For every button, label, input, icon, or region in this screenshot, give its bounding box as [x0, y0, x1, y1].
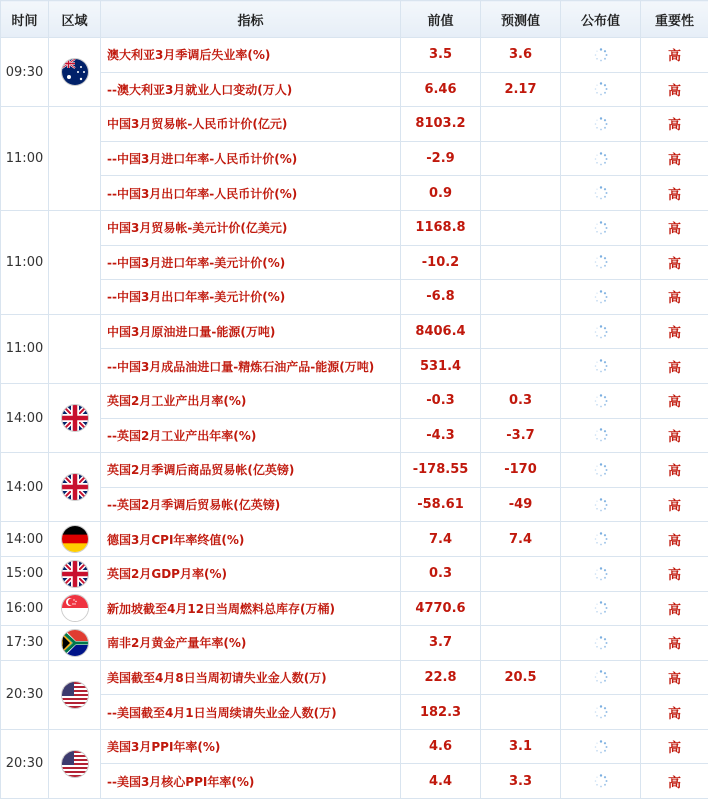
loading-spinner-icon [594, 220, 608, 235]
event-region [49, 453, 101, 522]
indicator-link[interactable]: --英国2月季调后贸易帐(亿英镑) [101, 487, 401, 522]
table-row [1, 660, 708, 695]
header-previous: 前值 [401, 1, 481, 38]
indicator-link[interactable]: --中国3月进口年率-美元计价(%) [101, 245, 401, 280]
table-row [1, 591, 708, 626]
indicator-link[interactable]: 中国3月贸易帐-人民币计价(亿元) [101, 107, 401, 142]
table-row [1, 418, 708, 453]
indicator-link[interactable]: --美国3月核心PPI年率(%) [101, 764, 401, 799]
event-time: 11:00 [1, 107, 49, 211]
header-importance: 重要性 [641, 1, 708, 38]
event-time: 17:30 [1, 626, 49, 661]
actual-value [561, 280, 641, 315]
indicator-link[interactable]: 美国3月PPI年率(%) [101, 729, 401, 764]
table-row [1, 210, 708, 245]
importance-value: 高 [641, 349, 708, 384]
loading-spinner-icon [594, 186, 608, 201]
event-region [49, 729, 101, 798]
south-africa-flag-icon [61, 629, 89, 657]
forecast-value [481, 556, 561, 591]
event-time: 09:30 [1, 38, 49, 107]
event-region [49, 522, 101, 557]
forecast-value: 7.4 [481, 522, 561, 557]
uk-flag-icon [61, 473, 89, 501]
loading-spinner-icon [594, 566, 608, 581]
previous-value: 531.4 [401, 349, 481, 384]
loading-spinner-icon [594, 47, 608, 62]
table-row [1, 107, 708, 142]
usa-flag-icon [61, 750, 89, 778]
event-region [49, 38, 101, 107]
importance-value: 高 [641, 487, 708, 522]
actual-value [561, 695, 641, 730]
table-row [1, 453, 708, 488]
event-region [49, 556, 101, 591]
event-time: 14:00 [1, 522, 49, 557]
importance-value: 高 [641, 72, 708, 107]
previous-value: -58.61 [401, 487, 481, 522]
previous-value: 4770.6 [401, 591, 481, 626]
indicator-link[interactable]: 南非2月黄金产量年率(%) [101, 626, 401, 661]
previous-value: -4.3 [401, 418, 481, 453]
loading-spinner-icon [594, 774, 608, 789]
forecast-value: 3.1 [481, 729, 561, 764]
loading-spinner-icon [594, 151, 608, 166]
event-time: 20:30 [1, 729, 49, 798]
previous-value: 4.4 [401, 764, 481, 799]
indicator-link[interactable]: 美国截至4月8日当周初请失业金人数(万) [101, 660, 401, 695]
actual-value [561, 556, 641, 591]
header-forecast: 预测值 [481, 1, 561, 38]
indicator-link[interactable]: --英国2月工业产出年率(%) [101, 418, 401, 453]
actual-value [561, 38, 641, 73]
loading-spinner-icon [594, 670, 608, 685]
loading-spinner-icon [594, 462, 608, 477]
forecast-value [481, 176, 561, 211]
importance-value: 高 [641, 453, 708, 488]
importance-value: 高 [641, 626, 708, 661]
importance-value: 高 [641, 383, 708, 418]
actual-value [561, 141, 641, 176]
actual-value [561, 764, 641, 799]
loading-spinner-icon [594, 601, 608, 616]
table-row [1, 141, 708, 176]
indicator-link[interactable]: 英国2月工业产出月率(%) [101, 383, 401, 418]
importance-value: 高 [641, 591, 708, 626]
importance-value: 高 [641, 556, 708, 591]
importance-value: 高 [641, 176, 708, 211]
actual-value [561, 418, 641, 453]
importance-value: 高 [641, 660, 708, 695]
forecast-value: 3.6 [481, 38, 561, 73]
indicator-link[interactable]: 英国2月季调后商品贸易帐(亿英镑) [101, 453, 401, 488]
indicator-link[interactable]: 中国3月原油进口量-能源(万吨) [101, 314, 401, 349]
indicator-link[interactable]: --中国3月出口年率-人民币计价(%) [101, 176, 401, 211]
indicator-link[interactable]: 澳大利亚3月季调后失业率(%) [101, 38, 401, 73]
forecast-value: 20.5 [481, 660, 561, 695]
importance-value: 高 [641, 107, 708, 142]
actual-value [561, 453, 641, 488]
table-row [1, 72, 708, 107]
forecast-value [481, 695, 561, 730]
loading-spinner-icon [594, 635, 608, 650]
loading-spinner-icon [594, 359, 608, 374]
loading-spinner-icon [594, 532, 608, 547]
previous-value: 6.46 [401, 72, 481, 107]
loading-spinner-icon [594, 82, 608, 97]
forecast-value [481, 210, 561, 245]
indicator-link[interactable]: --中国3月出口年率-美元计价(%) [101, 280, 401, 315]
importance-value: 高 [641, 245, 708, 280]
previous-value: -2.9 [401, 141, 481, 176]
actual-value [561, 383, 641, 418]
actual-value [561, 107, 641, 142]
loading-spinner-icon [594, 116, 608, 131]
importance-value: 高 [641, 280, 708, 315]
forecast-value [481, 626, 561, 661]
header-indicator: 指标 [101, 1, 401, 38]
table-body [1, 38, 708, 799]
table-row [1, 383, 708, 418]
germany-flag-icon [61, 525, 89, 553]
loading-spinner-icon [594, 428, 608, 443]
previous-value: 0.3 [401, 556, 481, 591]
loading-spinner-icon [594, 289, 608, 304]
singapore-flag-icon [61, 594, 89, 622]
table-header-row [1, 1, 708, 38]
importance-value: 高 [641, 522, 708, 557]
previous-value: 22.8 [401, 660, 481, 695]
previous-value: 182.3 [401, 695, 481, 730]
previous-value: 0.9 [401, 176, 481, 211]
importance-value: 高 [641, 314, 708, 349]
previous-value: 8406.4 [401, 314, 481, 349]
forecast-value: 0.3 [481, 383, 561, 418]
importance-value: 高 [641, 764, 708, 799]
actual-value [561, 349, 641, 384]
event-region [49, 591, 101, 626]
header-region: 区域 [49, 1, 101, 38]
header-time: 时间 [1, 1, 49, 38]
australia-flag-icon [61, 58, 89, 86]
loading-spinner-icon [594, 497, 608, 512]
indicator-link[interactable]: 中国3月贸易帐-美元计价(亿美元) [101, 210, 401, 245]
table-row [1, 349, 708, 384]
event-time: 14:00 [1, 383, 49, 452]
event-time: 16:00 [1, 591, 49, 626]
previous-value: 3.7 [401, 626, 481, 661]
previous-value: -0.3 [401, 383, 481, 418]
actual-value [561, 314, 641, 349]
actual-value [561, 660, 641, 695]
actual-value [561, 522, 641, 557]
importance-value: 高 [641, 418, 708, 453]
event-region [49, 383, 101, 452]
indicator-link[interactable]: --澳大利亚3月就业人口变动(万人) [101, 72, 401, 107]
indicator-link[interactable]: --美国截至4月1日当周续请失业金人数(万) [101, 695, 401, 730]
event-region [49, 314, 101, 383]
usa-flag-icon [61, 681, 89, 709]
previous-value: 3.5 [401, 38, 481, 73]
previous-value: -6.8 [401, 280, 481, 315]
loading-spinner-icon [594, 324, 608, 339]
actual-value [561, 487, 641, 522]
previous-value: 8103.2 [401, 107, 481, 142]
forecast-value: 2.17 [481, 72, 561, 107]
actual-value [561, 729, 641, 764]
previous-value: -10.2 [401, 245, 481, 280]
header-actual: 公布值 [561, 1, 641, 38]
indicator-link[interactable]: 英国2月GDP月率(%) [101, 556, 401, 591]
event-time: 11:00 [1, 210, 49, 314]
actual-value [561, 210, 641, 245]
actual-value [561, 591, 641, 626]
actual-value [561, 626, 641, 661]
table-row [1, 176, 708, 211]
event-region [49, 210, 101, 314]
table-row [1, 280, 708, 315]
forecast-value [481, 245, 561, 280]
indicator-link[interactable]: --中国3月成品油进口量-精炼石油产品-能源(万吨) [101, 349, 401, 384]
importance-value: 高 [641, 210, 708, 245]
event-time: 20:30 [1, 660, 49, 729]
forecast-value [481, 349, 561, 384]
table-row [1, 522, 708, 557]
forecast-value: -3.7 [481, 418, 561, 453]
table-row [1, 764, 708, 799]
loading-spinner-icon [594, 393, 608, 408]
uk-flag-icon [61, 560, 89, 588]
uk-flag-icon [61, 404, 89, 432]
previous-value: 7.4 [401, 522, 481, 557]
forecast-value [481, 107, 561, 142]
loading-spinner-icon [594, 739, 608, 754]
event-time: 14:00 [1, 453, 49, 522]
table-row [1, 314, 708, 349]
event-time: 15:00 [1, 556, 49, 591]
forecast-value [481, 141, 561, 176]
actual-value [561, 72, 641, 107]
importance-value: 高 [641, 695, 708, 730]
importance-value: 高 [641, 729, 708, 764]
table-row [1, 695, 708, 730]
loading-spinner-icon [594, 255, 608, 270]
indicator-link[interactable]: 新加坡截至4月12日当周燃料总库存(万桶) [101, 591, 401, 626]
actual-value [561, 245, 641, 280]
event-region [49, 660, 101, 729]
table-row [1, 556, 708, 591]
forecast-value: -170 [481, 453, 561, 488]
loading-spinner-icon [594, 705, 608, 720]
forecast-value: 3.3 [481, 764, 561, 799]
forecast-value [481, 280, 561, 315]
actual-value [561, 176, 641, 211]
previous-value: 1168.8 [401, 210, 481, 245]
forecast-value [481, 314, 561, 349]
event-time: 11:00 [1, 314, 49, 383]
importance-value: 高 [641, 38, 708, 73]
event-region [49, 107, 101, 211]
forecast-value [481, 591, 561, 626]
table-row [1, 729, 708, 764]
table-row [1, 38, 708, 73]
table-row [1, 245, 708, 280]
indicator-link[interactable]: --中国3月进口年率-人民币计价(%) [101, 141, 401, 176]
table-row [1, 487, 708, 522]
previous-value: -178.55 [401, 453, 481, 488]
indicator-link[interactable]: 德国3月CPI年率终值(%) [101, 522, 401, 557]
event-region [49, 626, 101, 661]
table-row [1, 626, 708, 661]
importance-value: 高 [641, 141, 708, 176]
forecast-value: -49 [481, 487, 561, 522]
previous-value: 4.6 [401, 729, 481, 764]
